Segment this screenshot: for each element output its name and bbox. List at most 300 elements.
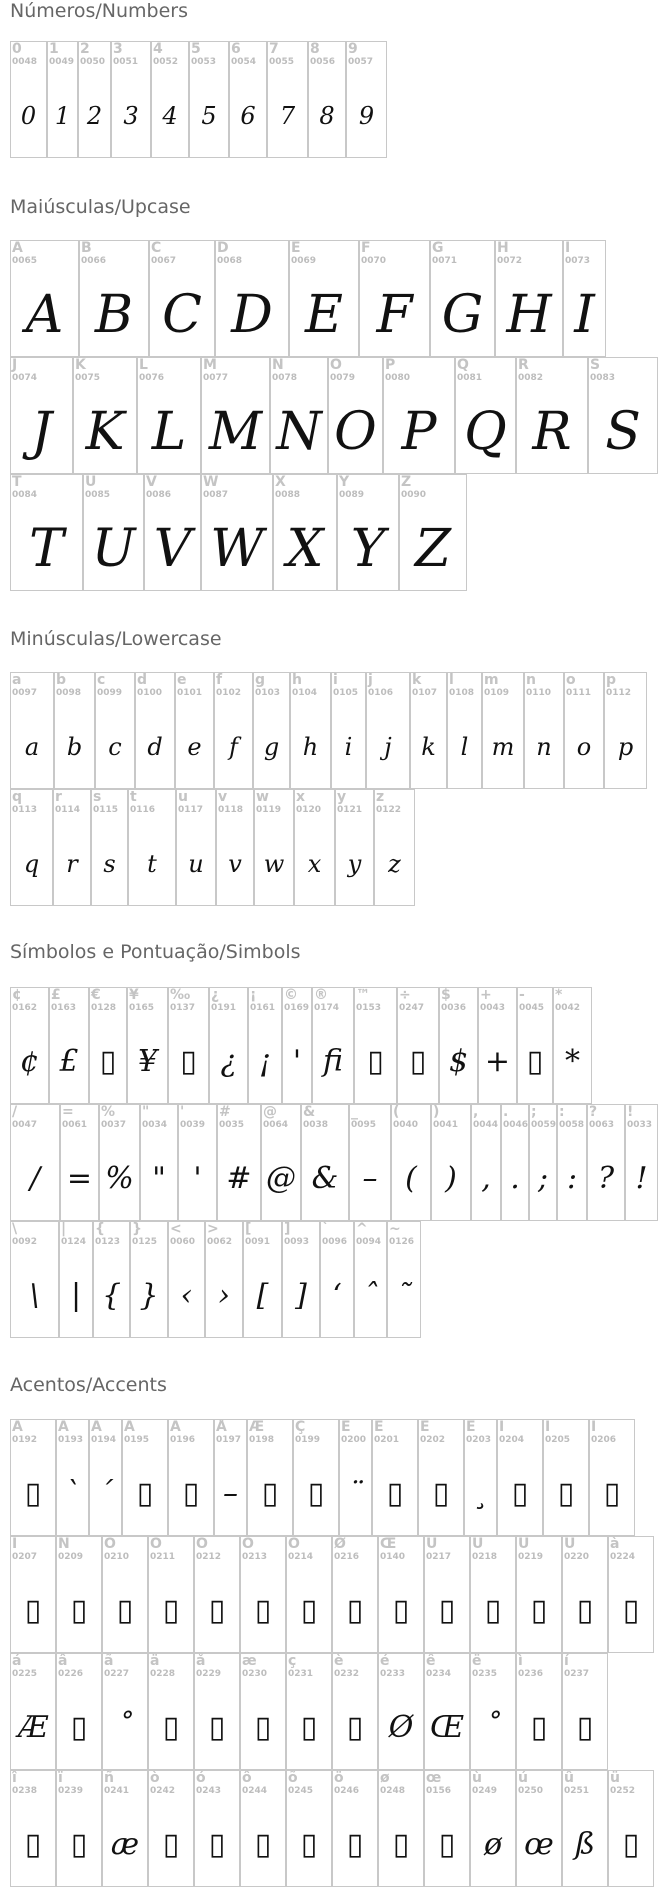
glyph-sample: ¸ xyxy=(473,1476,488,1511)
glyph-character-label: © xyxy=(284,987,298,1003)
glyph-cell xyxy=(501,1104,529,1221)
glyph-sample: Z xyxy=(414,519,452,579)
glyph-sample: 2 xyxy=(86,102,103,130)
glyph-sample: } xyxy=(139,1278,159,1313)
glyph-code-label: 0116 xyxy=(130,805,156,815)
glyph-sample: s xyxy=(103,850,116,878)
glyph-cell xyxy=(543,1419,589,1536)
glyph-cell xyxy=(209,987,248,1104)
glyph-sample: ¿ xyxy=(220,1044,237,1079)
glyph-sample: ▯ xyxy=(438,1593,456,1628)
glyph-cell xyxy=(424,1653,470,1770)
glyph-character-label: o xyxy=(566,672,576,688)
glyph-cell xyxy=(366,672,410,789)
glyph-character-label: Ö xyxy=(288,1536,300,1552)
glyph-code-label: 0210 xyxy=(104,1552,130,1562)
glyph-sample: C xyxy=(162,285,202,345)
glyph-character-label: b xyxy=(56,672,67,688)
glyph-sample: K xyxy=(85,402,125,462)
glyph-cell xyxy=(47,41,78,158)
glyph-sample: o xyxy=(576,733,592,761)
glyph-cell xyxy=(78,41,111,158)
glyph-character-label: [ xyxy=(245,1221,252,1237)
glyph-code-label: 0207 xyxy=(12,1552,38,1562)
glyph-code-label: 0227 xyxy=(104,1669,130,1679)
glyph-character-label: ® xyxy=(314,987,328,1003)
glyph-code-label: 0065 xyxy=(12,256,38,266)
glyph-sample: ▯ xyxy=(208,1593,226,1628)
glyph-cell xyxy=(337,474,399,591)
glyph-cell xyxy=(240,1770,286,1887)
glyph-code-label: 0125 xyxy=(132,1237,158,1247)
glyph-code-label: 0122 xyxy=(376,805,402,815)
glyph-character-label: ä xyxy=(150,1653,160,1669)
glyph-character-label: f xyxy=(216,672,223,688)
glyph-code-label: 0217 xyxy=(426,1552,452,1562)
section-title: Acentos/Accents xyxy=(10,1374,167,1396)
glyph-cell xyxy=(470,1653,516,1770)
glyph-sample: › xyxy=(218,1278,230,1313)
glyph-sample: ▯ xyxy=(99,1044,117,1079)
glyph-sample: L xyxy=(151,402,187,462)
glyph-sample: b xyxy=(66,733,83,761)
glyph-code-label: 0193 xyxy=(58,1435,84,1445)
glyph-cell xyxy=(439,987,478,1104)
glyph-sample: * xyxy=(565,1044,580,1079)
glyph-code-label: 0140 xyxy=(380,1552,406,1562)
glyph-character-label: e xyxy=(177,672,187,688)
glyph-character-label: Œ xyxy=(380,1536,397,1552)
glyph-sample: r xyxy=(66,850,78,878)
glyph-character-label: y xyxy=(337,789,347,805)
glyph-code-label: 0202 xyxy=(420,1435,446,1445)
glyph-sample: : xyxy=(566,1161,578,1196)
glyph-sample: + xyxy=(484,1044,511,1079)
glyph-sample: Æ xyxy=(17,1710,49,1745)
glyph-code-label: 0123 xyxy=(95,1237,121,1247)
glyph-character-label: ê xyxy=(426,1653,436,1669)
glyph-cell xyxy=(589,1419,635,1536)
glyph-code-label: 0050 xyxy=(80,57,106,67)
glyph-sample: f xyxy=(229,733,238,761)
glyph-character-label: ë xyxy=(472,1653,482,1669)
glyph-cell xyxy=(378,1653,424,1770)
glyph-character-label: W xyxy=(203,474,219,490)
glyph-sample: ' xyxy=(292,1044,302,1079)
glyph-character-label: X xyxy=(275,474,286,490)
glyph-cell xyxy=(374,789,415,906)
glyph-cell xyxy=(10,1104,60,1221)
glyph-character-label: ( xyxy=(393,1104,400,1120)
glyph-character-label: g xyxy=(255,672,266,688)
glyph-character-label: * xyxy=(555,987,563,1003)
glyph-character-label: < xyxy=(170,1221,182,1237)
glyph-sample: 4 xyxy=(162,102,178,130)
glyph-cell xyxy=(378,1536,424,1653)
glyph-cell xyxy=(464,1419,497,1536)
glyph-sample: w xyxy=(263,850,285,878)
glyph-sample: 9 xyxy=(358,102,375,130)
glyph-cell xyxy=(95,672,135,789)
glyph-sample: " xyxy=(152,1161,166,1196)
glyph-cell xyxy=(516,1653,562,1770)
glyph-sample: ; xyxy=(537,1161,549,1196)
glyph-cell xyxy=(49,987,89,1104)
glyph-cell xyxy=(270,357,328,474)
glyph-code-label: 0034 xyxy=(142,1120,168,1130)
glyph-cell xyxy=(301,1104,349,1221)
glyph-cell xyxy=(79,240,149,357)
glyph-cell xyxy=(497,1419,543,1536)
glyph-character-label: Q xyxy=(457,357,469,373)
glyph-character-label: Æ xyxy=(249,1419,265,1435)
glyph-code-label: 0206 xyxy=(591,1435,617,1445)
glyph-code-label: 0117 xyxy=(178,805,204,815)
glyph-code-label: 0113 xyxy=(12,805,38,815)
glyph-sample: ▯ xyxy=(392,1827,410,1862)
glyph-character-label: r xyxy=(55,789,62,805)
glyph-cell xyxy=(111,41,151,158)
glyph-code-label: 0237 xyxy=(564,1669,590,1679)
glyph-cell xyxy=(135,672,175,789)
glyph-code-label: 0075 xyxy=(75,373,101,383)
glyph-cell xyxy=(102,1536,148,1653)
glyph-sample: x xyxy=(307,850,322,878)
glyph-sample: | xyxy=(70,1278,82,1313)
glyph-cell xyxy=(83,474,144,591)
glyph-cell xyxy=(89,987,127,1104)
glyph-sample: ˜ xyxy=(396,1278,412,1313)
glyph-sample: ▯ xyxy=(346,1593,364,1628)
glyph-sample: ▯ xyxy=(254,1827,272,1862)
glyph-cell xyxy=(10,1770,56,1887)
glyph-sample: M xyxy=(208,402,263,462)
glyph-sample: $ xyxy=(448,1044,469,1079)
glyph-character-label: ; xyxy=(531,1104,537,1120)
glyph-character-label: . xyxy=(503,1104,509,1120)
glyph-cell xyxy=(240,1536,286,1653)
glyph-sample: V xyxy=(153,519,192,579)
glyph-character-label: t xyxy=(130,789,137,805)
glyph-cell xyxy=(194,1770,240,1887)
glyph-code-label: 0156 xyxy=(426,1786,452,1796)
glyph-sample: ß xyxy=(574,1827,596,1862)
glyph-character-label: 1 xyxy=(49,41,59,57)
glyph-character-label: Z xyxy=(401,474,412,490)
glyph-code-label: 0067 xyxy=(151,256,177,266)
glyph-sample: R xyxy=(532,402,572,462)
glyph-code-label: 0098 xyxy=(56,688,82,698)
glyph-sample: ▯ xyxy=(367,1044,384,1079)
glyph-cell xyxy=(178,1104,217,1221)
glyph-sample: . xyxy=(510,1161,520,1196)
glyph-character-label: à xyxy=(610,1536,620,1552)
glyph-code-label: 0137 xyxy=(170,1003,196,1013)
glyph-code-label: 0070 xyxy=(361,256,387,266)
glyph-sample: v xyxy=(228,850,242,878)
glyph-code-label: 0055 xyxy=(269,57,295,67)
glyph-sample: ▯ xyxy=(622,1593,640,1628)
glyph-code-label: 0104 xyxy=(292,688,318,698)
glyph-character-label: ™ xyxy=(356,987,370,1003)
glyph-cell xyxy=(148,1536,194,1653)
glyph-sample: c xyxy=(108,733,122,761)
glyph-cell xyxy=(424,1770,470,1887)
glyph-character-label: Ù xyxy=(426,1536,438,1552)
glyph-character-label: 4 xyxy=(153,41,163,57)
glyph-sample: ▯ xyxy=(346,1710,364,1745)
glyph-character-label: N xyxy=(272,357,284,373)
glyph-cell xyxy=(308,41,346,158)
glyph-cell xyxy=(424,1536,470,1653)
glyph-cell xyxy=(331,672,366,789)
glyph-code-label: 0246 xyxy=(334,1786,360,1796)
glyph-character-label: ¿ xyxy=(211,987,220,1003)
glyph-sample: P xyxy=(401,402,437,462)
glyph-code-label: 0233 xyxy=(380,1669,406,1679)
glyph-character-label: # xyxy=(219,1104,231,1120)
glyph-cell xyxy=(562,1770,608,1887)
glyph-sample: ▯ xyxy=(70,1593,88,1628)
glyph-cell xyxy=(286,1536,332,1653)
glyph-character-label: / xyxy=(12,1104,18,1120)
glyph-cell xyxy=(144,474,201,591)
glyph-cell xyxy=(140,1104,178,1221)
glyph-sample: D xyxy=(231,285,273,345)
glyph-cell xyxy=(294,789,335,906)
glyph-character-label: q xyxy=(12,789,23,805)
glyph-code-label: 0101 xyxy=(177,688,203,698)
glyph-sample: ▯ xyxy=(557,1476,575,1511)
glyph-cell xyxy=(10,1653,56,1770)
glyph-code-label: 0214 xyxy=(288,1552,314,1562)
glyph-character-label: = xyxy=(62,1104,74,1120)
glyph-sample: ▯ xyxy=(432,1476,450,1511)
glyph-sample: ▯ xyxy=(622,1827,640,1862)
glyph-sample: ▯ xyxy=(576,1593,594,1628)
glyph-sample: ▯ xyxy=(386,1476,404,1511)
glyph-character-label: L xyxy=(139,357,148,373)
glyph-sample: @ xyxy=(266,1161,296,1196)
glyph-cell xyxy=(214,1419,247,1536)
glyph-cell xyxy=(391,1104,431,1221)
glyph-code-label: 0048 xyxy=(12,57,38,67)
glyph-character-label: ù xyxy=(472,1770,482,1786)
glyph-cell xyxy=(418,1419,464,1536)
glyph-cell xyxy=(517,987,553,1104)
glyph-character-label: G xyxy=(432,240,444,256)
glyph-cell xyxy=(290,672,331,789)
glyph-sample: ' xyxy=(193,1161,202,1196)
glyph-sample: 0 xyxy=(20,102,37,130)
glyph-cell xyxy=(604,672,647,789)
glyph-code-label: 0250 xyxy=(518,1786,544,1796)
glyph-cell xyxy=(349,1104,391,1221)
glyph-sample: ▯ xyxy=(254,1593,272,1628)
glyph-sample: F xyxy=(376,285,413,345)
glyph-code-label: 0204 xyxy=(499,1435,525,1445)
glyph-sample: & xyxy=(311,1161,339,1196)
glyph-cell xyxy=(282,1221,320,1338)
glyph-cell xyxy=(10,1536,56,1653)
glyph-cell xyxy=(54,672,95,789)
glyph-cell xyxy=(148,1770,194,1887)
glyph-code-label: 0121 xyxy=(337,805,363,815)
glyph-character-label: ñ xyxy=(104,1770,114,1786)
glyph-sample: k xyxy=(421,733,436,761)
glyph-cell xyxy=(56,1770,102,1887)
glyph-character-label: C xyxy=(151,240,162,256)
glyph-cell xyxy=(10,474,83,591)
glyph-code-label: 0197 xyxy=(216,1435,242,1445)
glyph-character-label: À xyxy=(12,1419,23,1435)
glyph-cell xyxy=(471,1104,501,1221)
glyph-cell xyxy=(625,1104,658,1221)
glyph-cell xyxy=(253,672,290,789)
glyph-sample: ¥ xyxy=(137,1044,158,1079)
glyph-code-label: 0043 xyxy=(480,1003,506,1013)
glyph-code-label: 0225 xyxy=(12,1669,38,1679)
glyph-sample: ▯ xyxy=(136,1476,154,1511)
glyph-sample: ˆ xyxy=(363,1278,378,1313)
glyph-sample: 1 xyxy=(54,102,71,130)
glyph-cell xyxy=(524,672,564,789)
glyph-code-label: 0077 xyxy=(203,373,229,383)
glyph-sample: a xyxy=(24,733,40,761)
glyph-character-label: Á xyxy=(58,1419,69,1435)
glyph-code-label: 0083 xyxy=(590,373,616,383)
glyph-sample: æ xyxy=(110,1827,140,1862)
glyph-code-label: 0216 xyxy=(334,1552,360,1562)
glyph-code-label: 0064 xyxy=(263,1120,289,1130)
glyph-character-label: @ xyxy=(263,1104,277,1120)
glyph-character-label: ) xyxy=(433,1104,440,1120)
glyph-sample: T xyxy=(29,519,64,579)
glyph-cell xyxy=(214,672,253,789)
glyph-character-label: Ç xyxy=(295,1419,306,1435)
section-title: Números/Numbers xyxy=(10,0,188,22)
glyph-sample: ‘ xyxy=(332,1278,342,1313)
glyph-sample: Q xyxy=(464,402,507,462)
glyph-code-label: 0035 xyxy=(219,1120,245,1130)
glyph-code-label: 0086 xyxy=(146,490,172,500)
glyph-character-label: ` xyxy=(322,1221,329,1237)
glyph-character-label: M xyxy=(203,357,217,373)
glyph-sample: ▯ xyxy=(603,1476,621,1511)
glyph-code-label: 0249 xyxy=(472,1786,498,1796)
glyph-character-label: 9 xyxy=(348,41,358,57)
glyph-cell xyxy=(194,1653,240,1770)
glyph-code-label: 0076 xyxy=(139,373,165,383)
glyph-code-label: 0039 xyxy=(180,1120,206,1130)
glyph-cell xyxy=(168,987,209,1104)
glyph-character-label: ú xyxy=(518,1770,528,1786)
glyph-code-label: 0115 xyxy=(93,805,119,815)
glyph-cell xyxy=(243,1221,282,1338)
glyph-character-label: I xyxy=(565,240,571,256)
glyph-cell xyxy=(10,1221,59,1338)
glyph-character-label: E xyxy=(291,240,301,256)
glyph-code-label: 0119 xyxy=(256,805,282,815)
glyph-code-label: 0068 xyxy=(217,256,243,266)
glyph-cell xyxy=(215,240,289,357)
glyph-cell xyxy=(73,357,137,474)
glyph-code-label: 0094 xyxy=(356,1237,382,1247)
glyph-character-label: á xyxy=(12,1653,22,1669)
glyph-cell xyxy=(387,1221,421,1338)
glyph-sample: A xyxy=(25,285,64,345)
glyph-character-label: ò xyxy=(150,1770,160,1786)
glyph-character-label: Ë xyxy=(466,1419,476,1435)
glyph-sample: ▯ xyxy=(530,1593,548,1628)
glyph-character-label: R xyxy=(518,357,529,373)
glyph-code-label: 0042 xyxy=(555,1003,581,1013)
glyph-character-label: 8 xyxy=(310,41,320,57)
glyph-code-label: 0114 xyxy=(55,805,81,815)
glyph-cell xyxy=(312,987,354,1104)
glyph-code-label: 0044 xyxy=(473,1120,499,1130)
glyph-sample: ▯ xyxy=(24,1593,42,1628)
glyph-character-label: ó xyxy=(196,1770,206,1786)
glyph-cell xyxy=(175,672,214,789)
glyph-code-label: 0248 xyxy=(380,1786,406,1796)
glyph-cell xyxy=(149,240,215,357)
glyph-cell xyxy=(267,41,308,158)
glyph-code-label: 0161 xyxy=(250,1003,276,1013)
glyph-character-label: O xyxy=(330,357,342,373)
section-title: Minúsculas/Lowercase xyxy=(10,628,222,650)
glyph-cell xyxy=(562,1536,608,1653)
glyph-sample: q xyxy=(23,850,40,878)
glyph-cell xyxy=(516,1536,562,1653)
glyph-code-label: 0095 xyxy=(351,1120,377,1130)
glyph-character-label: Î xyxy=(591,1419,597,1435)
glyph-character-label: Ú xyxy=(472,1536,484,1552)
glyph-code-label: 0165 xyxy=(129,1003,155,1013)
glyph-sample: ø xyxy=(483,1827,503,1862)
glyph-sample: ‹ xyxy=(180,1278,193,1313)
glyph-cell xyxy=(247,1419,293,1536)
glyph-character-label: i xyxy=(333,672,338,688)
glyph-sample: ▯ xyxy=(300,1593,318,1628)
glyph-character-label: w xyxy=(256,789,269,805)
glyph-cell xyxy=(89,1419,122,1536)
glyph-sample: % xyxy=(105,1161,134,1196)
glyph-sample: p xyxy=(617,733,634,761)
glyph-sample: ▯ xyxy=(392,1593,410,1628)
glyph-sample: n xyxy=(536,733,552,761)
glyph-character-label: ö xyxy=(334,1770,344,1786)
glyph-cell xyxy=(148,1653,194,1770)
glyph-code-label: 0080 xyxy=(385,373,411,383)
glyph-sample: u xyxy=(188,850,204,878)
glyph-code-label: 0174 xyxy=(314,1003,340,1013)
glyph-cell xyxy=(168,1221,205,1338)
glyph-code-label: 0205 xyxy=(545,1435,571,1445)
glyph-sample: J xyxy=(31,402,52,462)
glyph-code-label: 0209 xyxy=(58,1552,84,1562)
glyph-code-label: 0242 xyxy=(150,1786,176,1796)
glyph-code-label: 0081 xyxy=(457,373,483,383)
glyph-code-label: 0071 xyxy=(432,256,458,266)
glyph-code-label: 0226 xyxy=(58,1669,84,1679)
glyph-character-label: % xyxy=(101,1104,116,1120)
glyph-cell xyxy=(286,1653,332,1770)
glyph-code-label: 0100 xyxy=(137,688,163,698)
glyph-code-label: 0163 xyxy=(51,1003,77,1013)
glyph-code-label: 0054 xyxy=(231,57,257,67)
glyph-sample: S xyxy=(605,402,641,462)
